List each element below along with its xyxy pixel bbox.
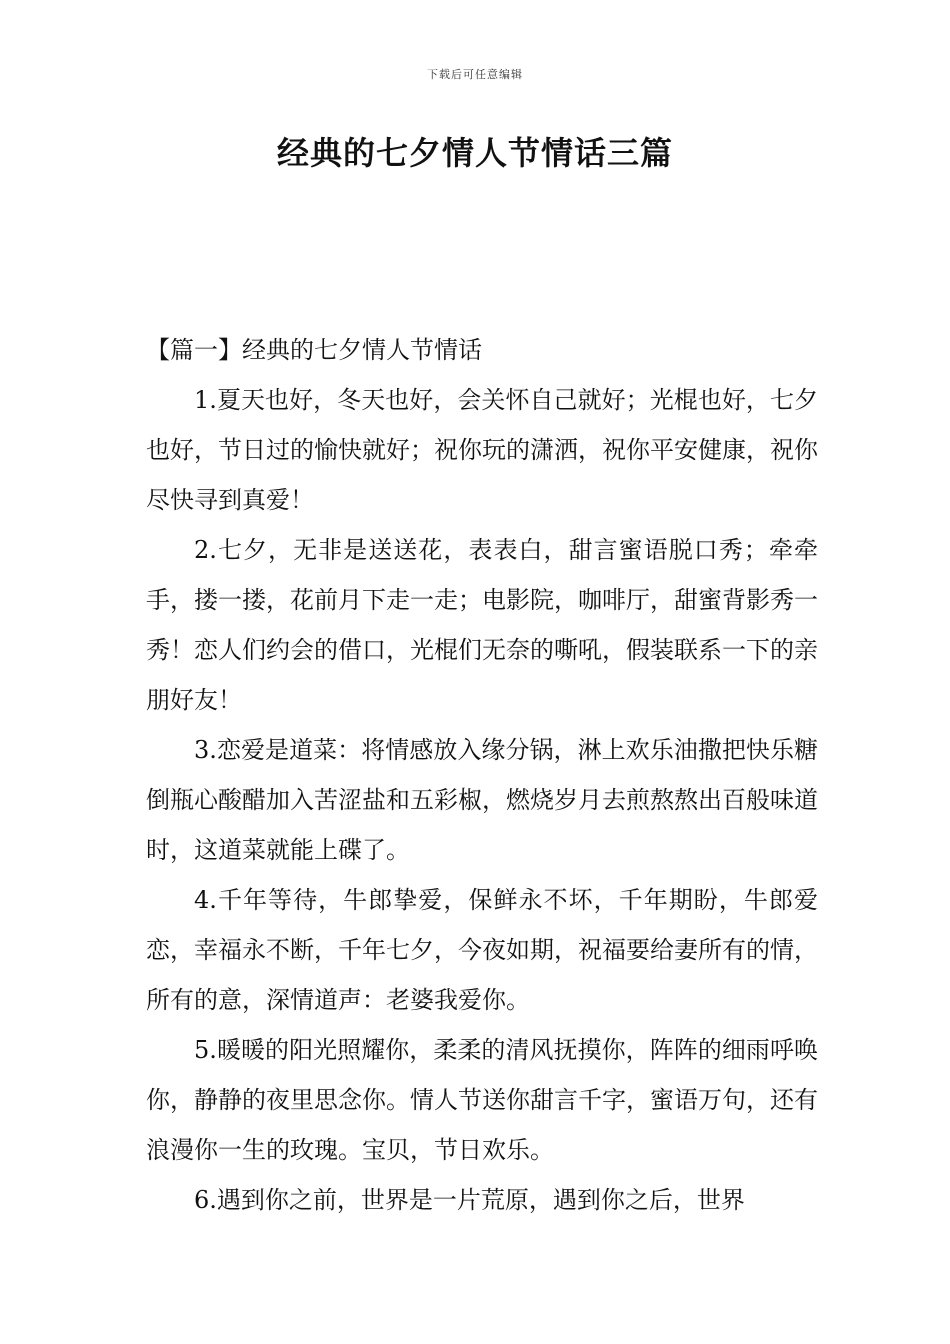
- paragraph-4: 4.千年等待，牛郎挚爱，保鲜永不坏，千年期盼，牛郎爱恋，幸福永不断，千年七夕，今夜如期，祝福要给妻所有的情，所有的意，深情道声：老婆我爱你。: [146, 886, 818, 1014]
- paragraph-5: 5.暖暖的阳光照耀你，柔柔的清风抚摸你，阵阵的细雨呼唤你，静静的夜里思念你。情人节送你甜言千字，蜜语万句，还有浪漫你一生的玫瑰。宝贝，节日欢乐。: [146, 1036, 818, 1164]
- paragraph-6: 6.遇到你之前，世界是一片荒原，遇到你之后，世界: [194, 1186, 745, 1214]
- document-body: [146, 325, 818, 1225]
- paragraph-2: 2.七夕，无非是送送花，表表白，甜言蜜语脱口秀；牵牵手，搂一搂，花前月下走一走；电影院，咖啡厅，甜蜜背影秀一秀！恋人们约会的借口，光棍们无奈的嘶吼，假装联系一下的亲朋好友！: [146, 536, 818, 714]
- section-heading: 【篇一】经典的七夕情人节情话: [146, 336, 482, 364]
- paragraph-3: 3.恋爱是道菜：将情感放入缘分锅，淋上欢乐油撒把快乐糖倒瓶心酸醋加入苦涩盐和五彩椒，燃烧岁月去煎熬熬出百般味道时，这道菜就能上碟了。: [146, 736, 818, 864]
- document-title: 经典的七夕情人节情话三篇: [276, 134, 673, 172]
- header-note: 下载后可任意编辑: [427, 68, 523, 81]
- paragraph-1: 1.夏天也好，冬天也好，会关怀自己就好；光棍也好，七夕也好，节日过的愉快就好；祝你玩的潇洒，祝你平安健康，祝你尽快寻到真爱！: [146, 386, 818, 514]
